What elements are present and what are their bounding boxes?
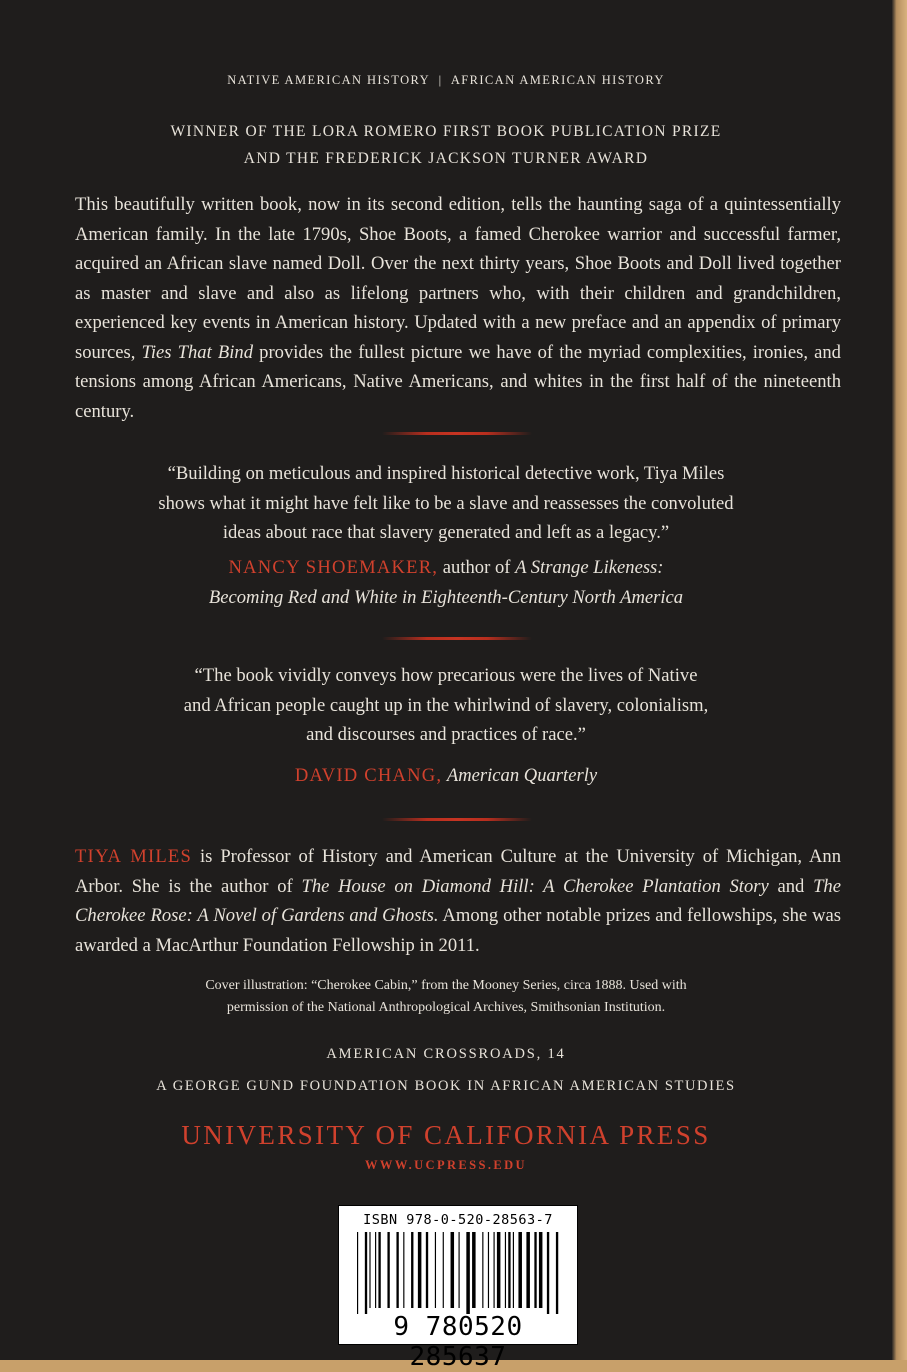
- author-name: TIYA MILES: [75, 846, 193, 867]
- barcode-bar: [534, 1232, 536, 1308]
- barcode-bar: [508, 1232, 510, 1308]
- quote-line: and discourses and practices of race.”: [306, 724, 586, 745]
- barcode-bar: [435, 1232, 436, 1308]
- barcode-bar: [378, 1232, 380, 1308]
- barcode-bar: [387, 1232, 389, 1308]
- barcode-bar: [526, 1232, 530, 1308]
- bio-text-2: and: [777, 875, 805, 897]
- book-description: [75, 190, 841, 426]
- page-edge: [892, 0, 907, 1360]
- barcode-bar: [466, 1232, 470, 1314]
- barcode-bar: [556, 1232, 558, 1314]
- isbn-label: ISBN 978-0-520-28563-7: [363, 1212, 553, 1228]
- category-line: NATIVE AMERICAN HISTORY | AFRICAN AMERICAN HISTORY: [227, 73, 665, 87]
- barcode-digits: 9 780520 285637: [393, 1312, 523, 1372]
- quote-line: shows what it might have felt like to be a slave and reassesses the convoluted: [158, 492, 734, 514]
- barcode-bar: [365, 1232, 367, 1314]
- credit-line-2: permission of the National Anthropological Archives, Smithsonian Institution.: [226, 1000, 666, 1015]
- bio-text-1: is Professor of History and American Culture at the University of Michigan, Ann Arbor. She is the author of: [75, 846, 842, 897]
- divider-rule: [382, 432, 532, 435]
- bio-book-1: The House on Diamond Hill: A Cherokee Plantation Story: [301, 875, 769, 897]
- cover-credit: [0, 975, 892, 1019]
- description-text-1: This beautifully written book, now in its second edition, tells the haunting saga of a quintessentially American family. In the late 1790s, Shoe Boots, a famed Cherokee warrior and successful farmer, acquired an African slave named Doll. Over the next thirty years, Shoe Boots and Doll lived together as master and slave and also as lifelong partners who, with their children and grandchildren, experienced key events in American history. Updated with a new preface and an appendix of primary sources,: [75, 194, 841, 363]
- quote-line: “Building on meticulous and inspired historical detective work, Tiya Miles: [167, 463, 725, 484]
- barcode-bar: [518, 1232, 522, 1308]
- publisher-url[interactable]: WWW.UCPRESS.EDU: [365, 1158, 527, 1172]
- reviewer-source: A Strange Likeness:: [515, 557, 664, 578]
- barcode-bar: [488, 1232, 489, 1308]
- barcode-bar: [482, 1232, 483, 1308]
- barcode: [338, 1205, 578, 1372]
- reviewer-name: NANCY SHOEMAKER,: [228, 557, 439, 578]
- foundation-line: A GEORGE GUND FOUNDATION BOOK IN AFRICAN AMERICAN STUDIES: [156, 1078, 736, 1094]
- bio-text-3: Among other notable prizes and fellowships, she was awarded a MacArthur Foundation Fellowship in 2011.: [75, 905, 841, 956]
- barcode-bar: [426, 1232, 428, 1308]
- description-text-2: provides the fullest picture we have of the myriad complexities, ironies, and tensions among African Americans, Native Americans, and whites in the first half of the nineteenth century.: [75, 341, 841, 422]
- award-line-1: WINNER OF THE LORA ROMERO FIRST BOOK PUBLICATION PRIZE: [170, 123, 722, 140]
- barcode-bar: [357, 1232, 358, 1314]
- barcode-bar: [505, 1232, 506, 1308]
- barcode-bar: [418, 1232, 422, 1308]
- publisher-name: UNIVERSITY OF CALIFORNIA PRESS: [181, 1120, 711, 1150]
- barcode-bar: [513, 1232, 514, 1308]
- reviewer-source: American Quarterly: [446, 765, 598, 786]
- series-line: AMERICAN CROSSROADS, 14: [326, 1046, 566, 1062]
- quote-line: “The book vividly conveys how precarious were the lives of Native: [194, 665, 698, 686]
- barcode-bar: [375, 1232, 376, 1308]
- book-title: Ties That Bind: [141, 341, 254, 363]
- barcode-bar: [411, 1232, 413, 1308]
- review-quote-2: [0, 661, 892, 750]
- reviewer-source-cont: Becoming Red and White in Eighteenth-Century North America: [208, 586, 684, 608]
- credit-line-1: Cover illustration: “Cherokee Cabin,” from the Mooney Series, circa 1888. Used with: [205, 978, 687, 993]
- divider-rule: [382, 818, 532, 821]
- barcode-bar: [451, 1232, 455, 1308]
- reviewer-role: author of: [442, 557, 511, 578]
- quote-line: and African people caught up in the whirlwind of slavery, colonialism,: [183, 694, 709, 716]
- quote-line: ideas about race that slavery generated and left as a legacy.”: [222, 522, 670, 543]
- barcode-bar: [459, 1232, 460, 1308]
- review-attribution-1: [0, 553, 892, 612]
- barcode-bars: [357, 1232, 559, 1314]
- divider-rule: [382, 637, 532, 640]
- barcode-bar: [539, 1232, 543, 1308]
- barcode-bar: [369, 1232, 370, 1308]
- barcode-bar: [494, 1232, 495, 1308]
- barcode-bar: [403, 1232, 404, 1308]
- barcode-bar: [396, 1232, 398, 1308]
- award-line-2: AND THE FREDERICK JACKSON TURNER AWARD: [243, 150, 649, 167]
- barcode-bar: [547, 1232, 549, 1314]
- review-quote-1: [0, 459, 892, 548]
- barcode-bar: [443, 1232, 444, 1308]
- review-attribution-2: [0, 761, 892, 791]
- reviewer-name: DAVID CHANG,: [294, 765, 443, 786]
- bio-book-2: The Cherokee Rose: A Novel of Gardens and Ghosts.: [75, 875, 841, 926]
- award-text: [0, 118, 892, 172]
- barcode-bar: [472, 1232, 476, 1308]
- author-bio: [75, 842, 841, 960]
- barcode-bar: [497, 1232, 501, 1308]
